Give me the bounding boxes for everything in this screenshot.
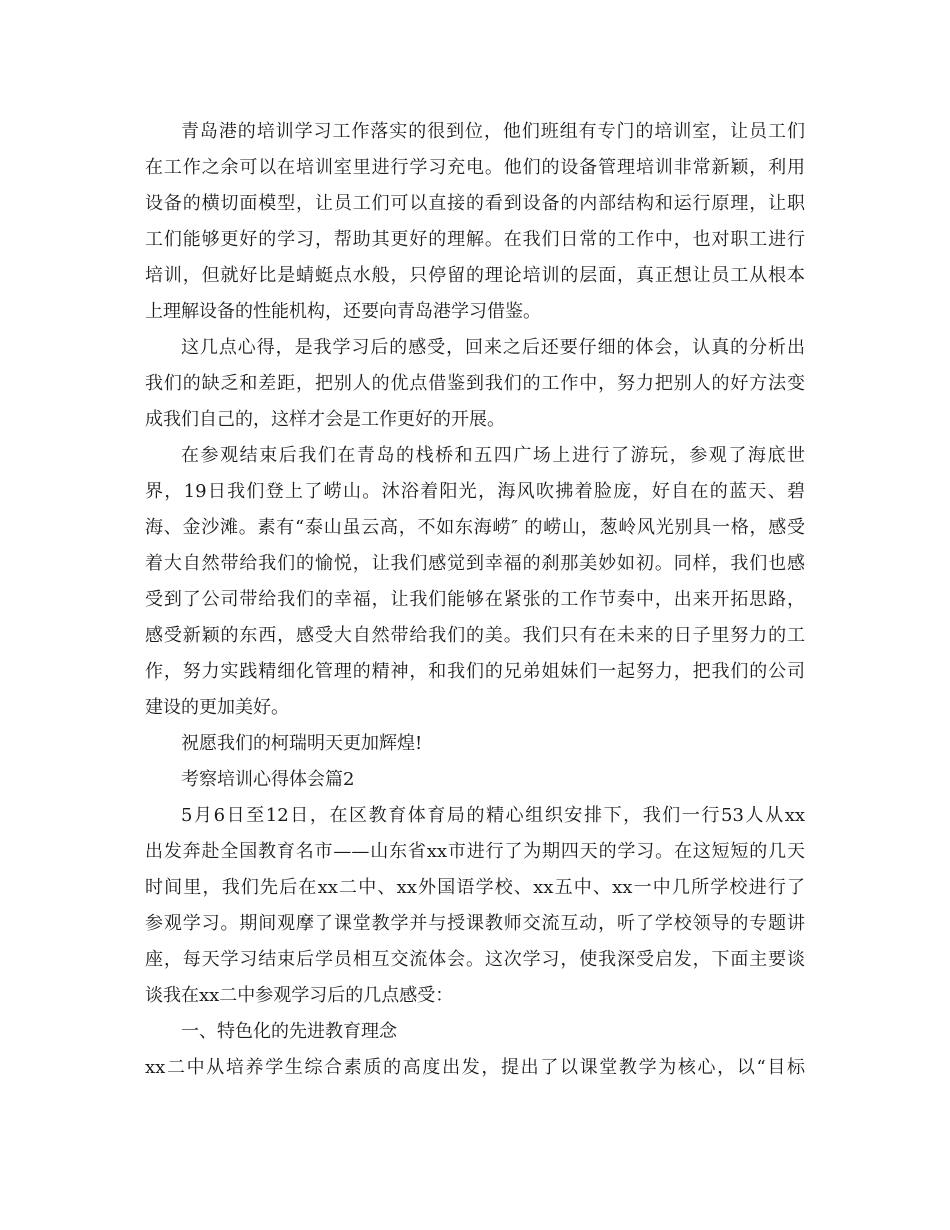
text-line: 工们能够更好的学习，帮助其更好的理解。在我们日常的工作中，也对职工进行 — [145, 229, 805, 250]
paragraph — [145, 114, 805, 330]
paragraph — [145, 330, 805, 438]
text-line: 设备的横切面模型，让员工们可以直接的看到设备的内部结构和运行原理，让职 — [145, 193, 805, 214]
text-line: 感受新颖的东西，感受大自然带给我们的美。我们只有在未来的日子里努力的工 — [145, 625, 805, 646]
text-line: 界，19日我们登上了崂山。沐浴着阳光，海风吹拂着脸庞，好自在的蓝天、碧 — [145, 481, 805, 502]
text-line: 在工作之余可以在培训室里进行学习充电。他们的设备管理培训非常新颖，利用 — [145, 157, 805, 178]
paragraph — [145, 438, 805, 726]
text-line: 成我们自己的，这样才会是工作更好的开展。 — [145, 409, 505, 430]
paragraph — [145, 1014, 805, 1050]
text-line: 在参观结束后我们在青岛的栈桥和五四广场上进行了游玩，参观了海底世 — [181, 445, 805, 466]
text-line: 受到了公司带给我们的幸福，让我们能够在紧张的工作节奏中，出来开拓思路， — [145, 589, 805, 610]
text-line: 参观学习。期间观摩了课堂教学并与授课教师交流互动，听了学校领导的专题讲 — [145, 913, 805, 934]
text-line: 考察培训心得体会篇2 — [181, 769, 355, 790]
text-line: 座，每天学习结束后学员相互交流体会。这次学习，使我深受启发，下面主要谈 — [145, 949, 805, 970]
paragraph — [145, 1050, 805, 1086]
text-line: 青岛港的培训学习工作落实的很到位，他们班组有专门的培训室，让员工们 — [181, 121, 805, 142]
text-line: 一、特色化的先进教育理念 — [181, 1021, 397, 1042]
text-line: 出发奔赴全国教育名市——山东省xx市进行了为期四天的学习。在这短短的几天 — [145, 841, 805, 862]
text-line: xx二中从培养学生综合素质的高度出发，提出了以课堂教学为核心，以“目标 — [145, 1057, 805, 1078]
text-line: 着大自然带给我们的愉悦，让我们感觉到幸福的刹那美妙如初。同样，我们也感 — [145, 553, 805, 574]
text-line: 我们的缺乏和差距，把别人的优点借鉴到我们的工作中，努力把别人的好方法变 — [145, 373, 805, 394]
text-line: 祝愿我们的柯瑞明天更加辉煌! — [181, 733, 423, 754]
paragraph — [145, 798, 805, 1014]
document-page — [145, 114, 805, 1086]
text-line: 海、金沙滩。素有“泰山虽云高，不如东海崂″ 的崂山，葱岭风光别具一格，感受 — [145, 517, 805, 538]
text-line: 时间里，我们先后在xx二中、xx外国语学校、xx五中、xx一中几所学校进行了 — [145, 877, 805, 898]
text-line: 这几点心得，是我学习后的感受，回来之后还要仔细的体会，认真的分析出 — [181, 337, 805, 358]
text-line: 建设的更加美好。 — [145, 697, 289, 718]
paragraph — [145, 726, 805, 762]
text-line: 上理解设备的性能机构，还要向青岛港学习借鉴。 — [145, 301, 541, 322]
text-line: 培训，但就好比是蜻蜓点水般，只停留的理论培训的层面，真正想让员工从根本 — [145, 265, 805, 286]
text-line: 谈我在xx二中参观学习后的几点感受： — [145, 985, 454, 1006]
text-line: 作，努力实践精细化管理的精神，和我们的兄弟姐妹们一起努力，把我们的公司 — [145, 661, 805, 682]
paragraph — [145, 762, 805, 798]
text-line: 5月6日至12日，在区教育体育局的精心组织安排下，我们一行53人从xx — [181, 805, 805, 826]
